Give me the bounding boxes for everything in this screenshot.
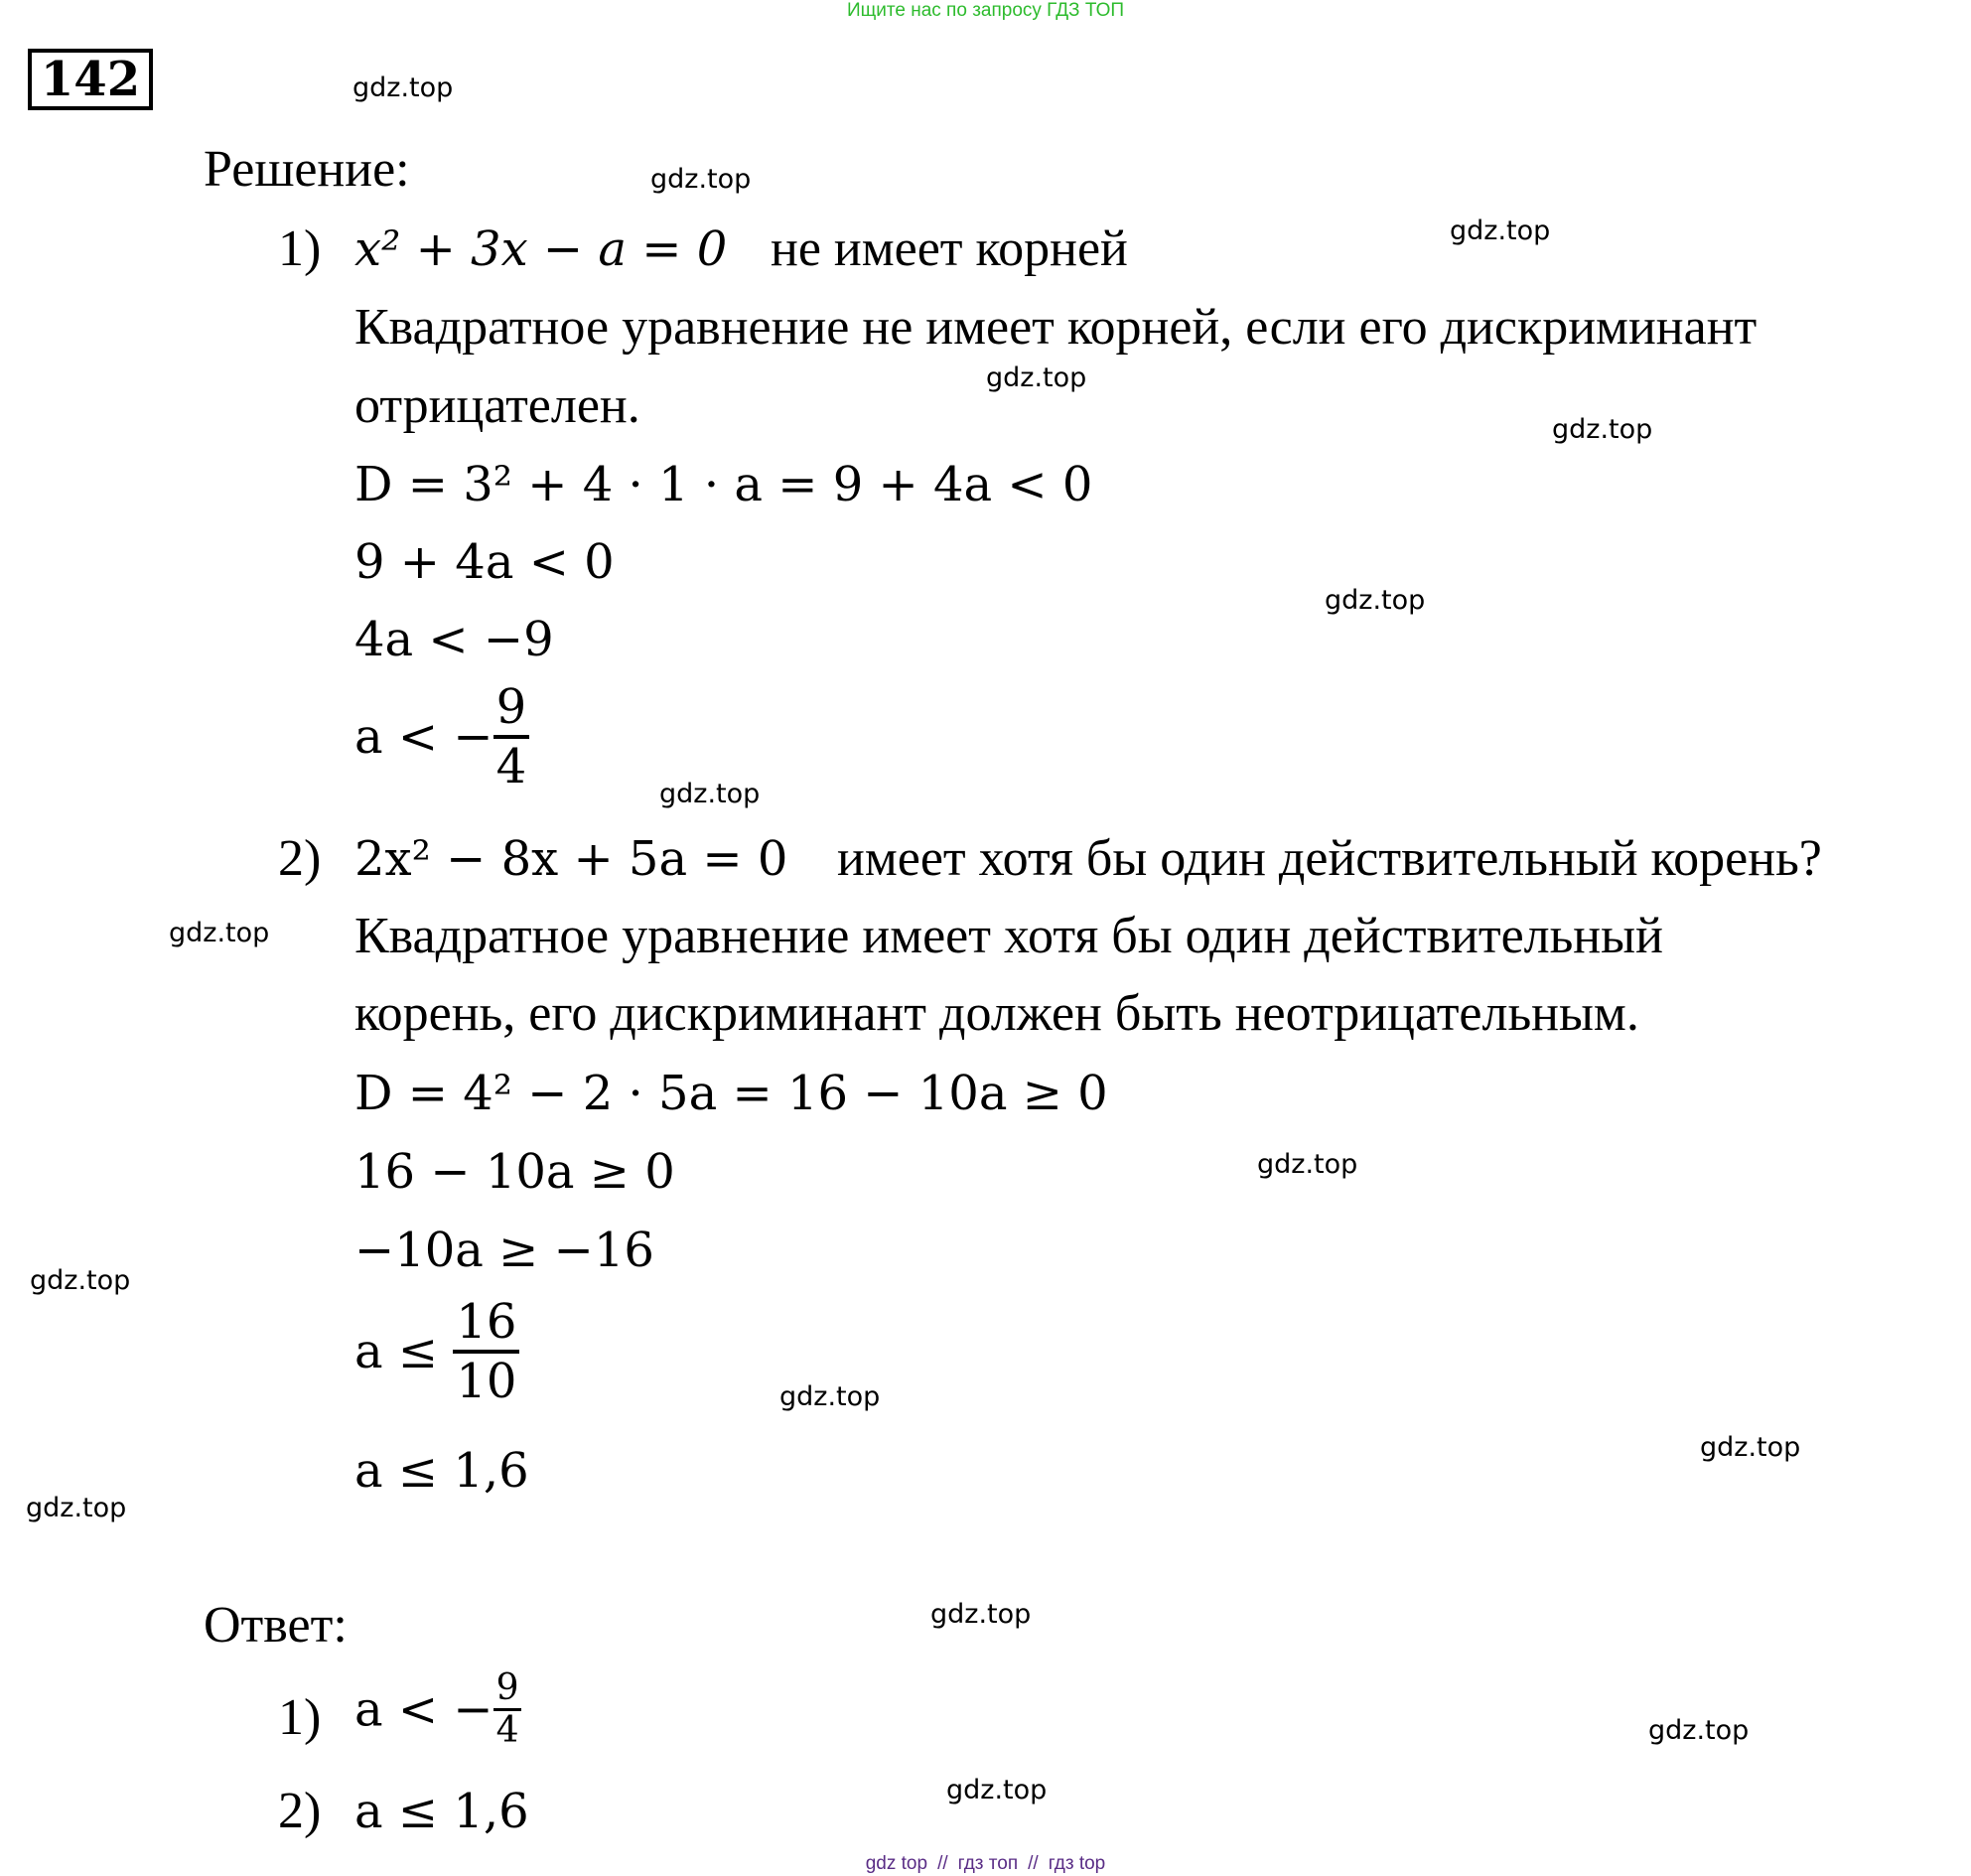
footer-link[interactable]: gdz top — [865, 1853, 928, 1874]
watermark: gdz.top — [1325, 585, 1426, 616]
answer-item1-fraction — [493, 1667, 522, 1751]
footer-link[interactable]: гдз top — [1048, 1853, 1106, 1874]
part2-step-2: 16 − 10a ≥ 0 — [354, 1144, 675, 1200]
watermark: gdz.top — [1552, 414, 1653, 445]
part2-condition: имеет хотя бы один действительный корень? — [837, 830, 1822, 887]
footer-separator: // — [1028, 1853, 1039, 1874]
watermark: gdz.top — [352, 72, 454, 103]
watermark: gdz.top — [946, 1775, 1048, 1805]
fraction-denominator: 4 — [493, 735, 530, 791]
watermark: gdz.top — [1700, 1432, 1801, 1463]
promo-text[interactable]: Ищите нас по запросу ГДЗ ТОП — [846, 0, 1125, 21]
part1-result-prefix: a < − — [354, 709, 493, 765]
watermark: gdz.top — [650, 164, 752, 195]
part1-explanation-line2: отрицателен. — [354, 377, 640, 434]
watermark: gdz.top — [30, 1265, 131, 1296]
answer-item1-number: 1) — [278, 1689, 322, 1746]
answer-item1 — [354, 1667, 521, 1751]
part1-step-2: 9 + 4a < 0 — [354, 534, 615, 590]
part1-number: 1) — [278, 220, 322, 277]
problem-number-box — [28, 49, 153, 110]
watermark: gdz.top — [659, 779, 761, 809]
answer-item1-prefix: a < − — [354, 1681, 493, 1738]
answer-item2: a ≤ 1,6 — [354, 1784, 529, 1839]
footer-separator: // — [937, 1853, 948, 1874]
watermark: gdz.top — [986, 362, 1087, 393]
watermark: gdz.top — [930, 1599, 1032, 1630]
watermark: gdz.top — [169, 918, 270, 948]
fraction-numerator: 16 — [456, 1294, 517, 1350]
part2-result-fraction — [453, 1294, 519, 1409]
promo-banner[interactable] — [0, 0, 1971, 22]
part2-step-3: −10a ≥ −16 — [354, 1223, 654, 1278]
part2-explanation-line1: Квадратное уравнение имеет хотя бы один действительный — [354, 908, 1663, 964]
part1-condition: не имеет корней — [771, 220, 1128, 277]
solution-heading: Решение: — [204, 141, 410, 198]
fraction-numerator: 9 — [495, 679, 527, 735]
answer-item2-number: 2) — [278, 1783, 322, 1839]
watermark: gdz.top — [1257, 1149, 1358, 1180]
part1-step-3: 4a < −9 — [354, 612, 554, 667]
problem-number: 142 — [40, 52, 141, 107]
answer-heading: Ответ: — [204, 1597, 348, 1654]
watermark: gdz.top — [1648, 1715, 1750, 1746]
part2-result — [354, 1294, 519, 1409]
footer-link[interactable]: гдз топ — [957, 1853, 1019, 1874]
part2-equation: 2x² − 8x + 5a = 0 — [354, 831, 788, 887]
part2-result-prefix: a ≤ — [354, 1324, 439, 1379]
watermark: gdz.top — [779, 1381, 881, 1412]
part2-number: 2) — [278, 830, 322, 887]
part2-explanation-line2: корень, его дискриминант должен быть неотрицательным. — [354, 985, 1639, 1042]
fraction-denominator: 4 — [493, 1708, 522, 1749]
fraction-numerator: 9 — [495, 1667, 519, 1708]
watermark: gdz.top — [26, 1493, 127, 1523]
fraction-denominator: 10 — [453, 1350, 519, 1405]
part1-step-1: D = 3² + 4 · 1 · a = 9 + 4a < 0 — [354, 457, 1093, 512]
part1-result — [354, 679, 529, 794]
part1-explanation-line1: Квадратное уравнение не имеет корней, если его дискриминант — [354, 299, 1758, 356]
part2-final: a ≤ 1,6 — [354, 1443, 529, 1499]
part1-equation: x² + 3x − a = 0 — [354, 221, 728, 277]
part1-result-fraction — [493, 679, 530, 794]
footer-links — [0, 1853, 1971, 1875]
part2-step-1: D = 4² − 2 · 5a = 16 − 10a ≥ 0 — [354, 1066, 1108, 1121]
watermark: gdz.top — [1450, 216, 1551, 246]
